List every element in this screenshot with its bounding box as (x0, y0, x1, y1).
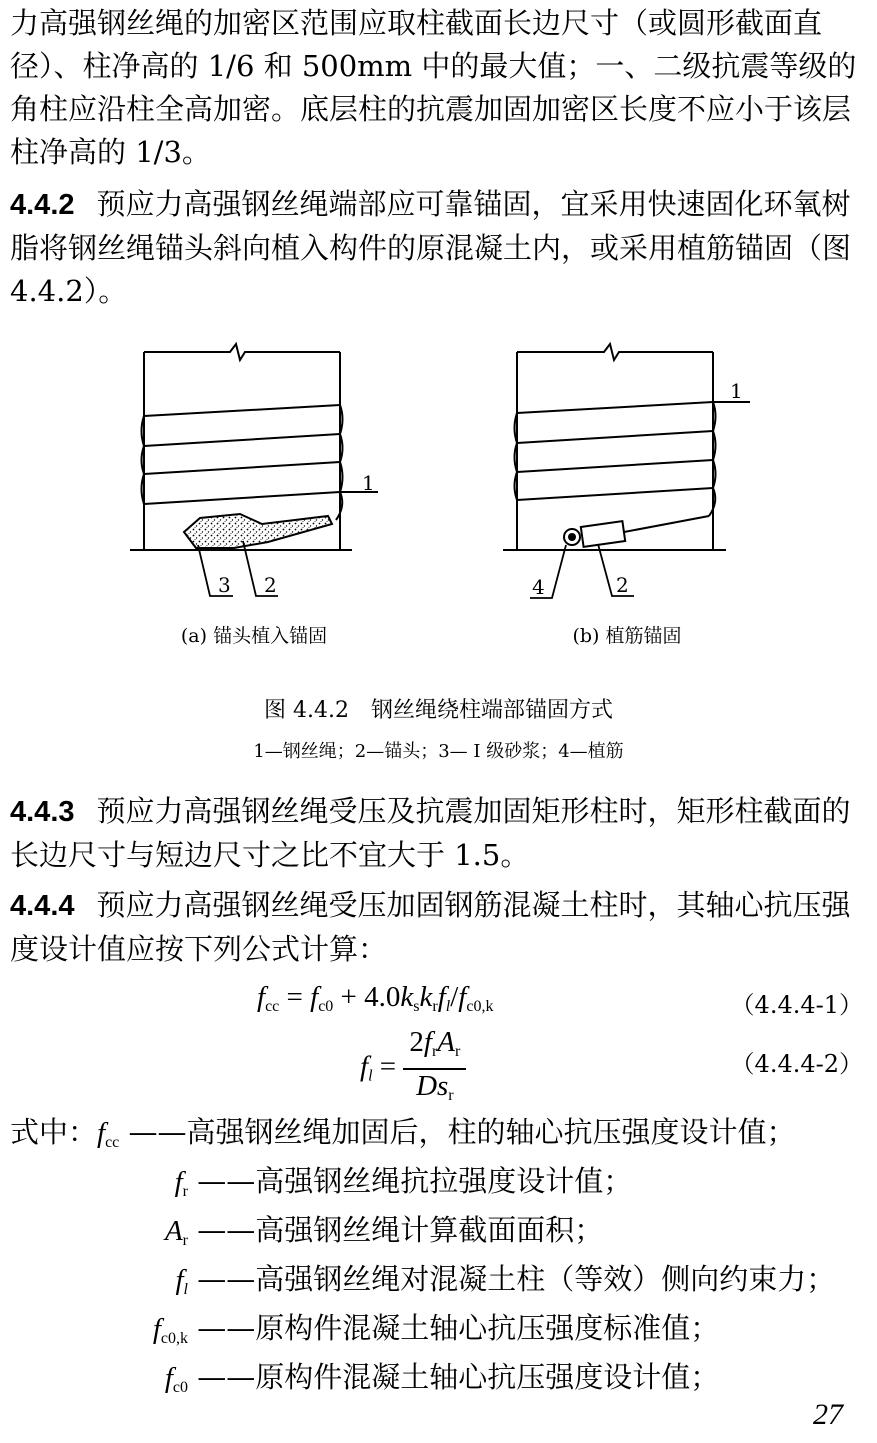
equation-number-1: （4.4.4-1） (730, 991, 863, 1019)
definition-row: $f_r$ ——高强钢丝绳抗拉强度设计值； (174, 1164, 633, 1200)
definition-text: ——原构件混凝土轴心抗压强度设计值； (197, 1360, 720, 1394)
figure-sub-a: (a) 锚头植入锚固 (180, 625, 328, 647)
definition-text: ——高强钢丝绳对混凝土柱（等效）侧向约束力； (197, 1262, 836, 1296)
where-label: 式中： (10, 1115, 98, 1149)
definition-row: $f_{c0}$ ——原构件混凝土轴心抗压强度设计值； (164, 1360, 720, 1396)
page-number: 27 (813, 1398, 843, 1431)
figure-panel-b (503, 344, 750, 550)
section-number: 4.4.4 (10, 890, 75, 922)
section-4-4-3 (10, 790, 868, 877)
equation-4-4-4-2: $f_l$ = $\frac{2f_rA_r}{Ds_r}$ (360, 1026, 466, 1112)
equation-number-2: （4.4.4-2） (730, 1050, 863, 1078)
section-text: 预应力高强钢丝绳受压及抗震加固矩形柱时，矩形柱截面的长边尺寸与短边尺寸之比不宜大于 1.5。 (10, 794, 851, 872)
definition-text: ——高强钢丝绳计算截面面积； (197, 1213, 604, 1247)
definition-row: $A_r$ ——高强钢丝绳计算截面面积； (164, 1213, 604, 1249)
label-a-2: 2 (264, 573, 277, 597)
section-text: 预应力高强钢丝绳端部应可靠锚固，宜采用快速固化环氧树脂将钢丝绳锚头斜向植入构件的原混凝土内，或采用植筋锚固（图 4.4.2）。 (10, 187, 852, 308)
label-b-2: 2 (616, 573, 629, 597)
label-a-1: 1 (362, 471, 375, 495)
definition-row: $f_{c0,k}$ ——原构件混凝土轴心抗压强度标准值； (152, 1311, 720, 1347)
label-b-4: 4 (532, 575, 545, 599)
section-text: 预应力高强钢丝绳受压加固钢筋混凝土柱时，其轴心抗压强度设计值应按下列公式计算： (10, 888, 851, 966)
figure-panel-a (130, 344, 378, 550)
definition-text: ——原构件混凝土轴心抗压强度标准值； (197, 1311, 720, 1345)
section-number: 4.4.2 (10, 189, 75, 221)
definition-text: ——高强钢丝绳加固后，柱的轴心抗压强度设计值； (128, 1115, 796, 1149)
label-b-1: 1 (730, 379, 743, 403)
figure-sub-b: (b) 植筋锚固 (572, 625, 682, 647)
figure-anchorage-diagram (0, 0, 877, 690)
definition-row: 式中：$f_{cc}$ ——高强钢丝绳加固后，柱的轴心抗压强度设计值； (10, 1115, 796, 1151)
paragraph-continuation: 力高强钢丝绳的加密区范围应取柱截面长边尺寸（或圆形截面直径）、柱净高的 1/6 和 500mm 中的最大值；一、二级抗震等级的角柱应沿柱全高加密。底层柱的抗震加固加密区长度不应小于该层柱净高的 1/3。 (10, 6, 857, 169)
symbol-definitions (10, 1108, 835, 1402)
definition-text: ——高强钢丝绳抗拉强度设计值； (197, 1164, 633, 1198)
anchor-head-grout (184, 514, 332, 548)
definition-row: $f_l$ ——高强钢丝绳对混凝土柱（等效）侧向约束力； (175, 1262, 836, 1298)
figure-caption: 图 4.4.2 钢丝绳绕柱端部锚固方式 (264, 698, 613, 723)
equation-4-4-4-1: $f_{cc} = f_{c0} + 4.0k_sk_rf_l/f_{c0,k}$ (257, 981, 494, 1015)
section-4-4-4 (10, 884, 868, 971)
figure-legend: 1—钢丝绳；2—锚头；3— Ⅰ 级砂浆；4—植筋 (253, 741, 624, 762)
label-a-3: 3 (218, 573, 231, 597)
section-number: 4.4.3 (10, 796, 75, 828)
